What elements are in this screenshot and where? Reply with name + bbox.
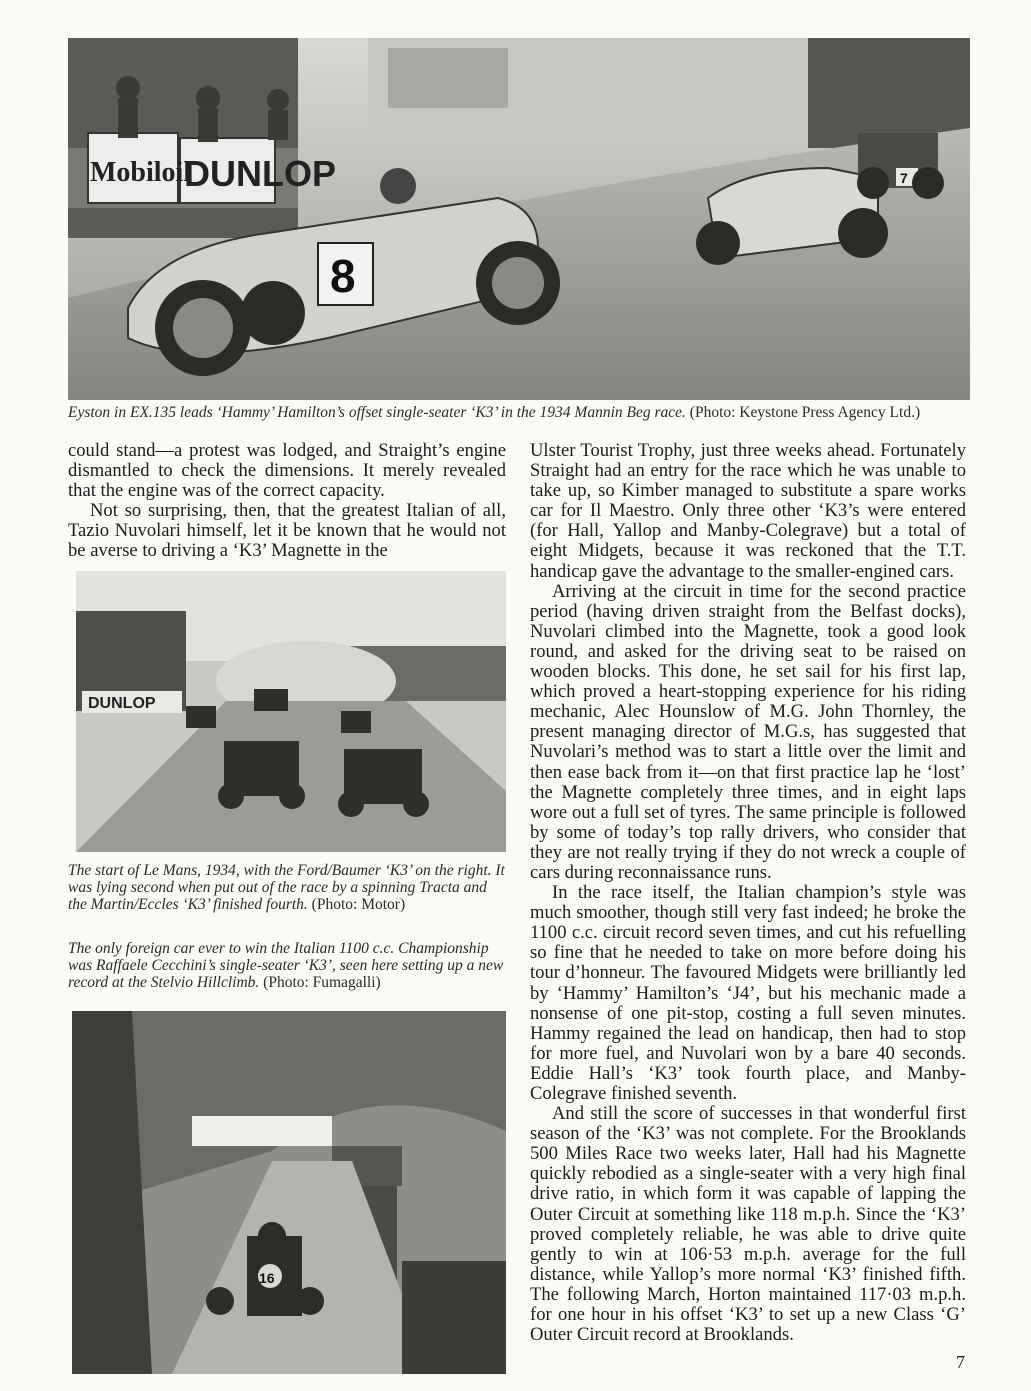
le-mans-photo bbox=[76, 571, 506, 852]
le-mans-caption: The start of Le Mans, 1934, with the Ford/Baumer ‘K3’ on the right. It was lying second when put out of the race by a spinning Tracta and the Martin/Eccles ‘K3’ finished fourth. (Photo: Motor) bbox=[68, 862, 505, 913]
right-paragraph-2: Arriving at the circuit in time for the second practice period (having driven straight from the Belfast docks), Nuvolari climbed into the Magnette, took a good look round, and asked for the driving seat to be raised on wooden blocks. This done, he set sail for his first lap, which proved a heart-stopping experience for his riding mechanic, Alec Hounslow of M.G. John Thornley, the present managing director of M.G.s, has suggested that Nuvolari’s method was to start a little over the limit and then ease back from it—on that first practice lap he ‘lost’ the Magnette completely three times, and in eight laps wore out a full set of tyres. The same principle is followed by some of today’s top rally drivers, who consider that they are not really trying if they do not wreck a couple of cars during reconnaissance runs. bbox=[530, 580, 966, 883]
right-paragraph-3: In the race itself, the Italian champion’s style was much smoother, though still very fast indeed; he broke the 1100 c.c. circuit record seven times, and cut his refuelling so fine that he needed to take on more before doing his tour d’honneur. The favoured Midgets were brilliantly led by ‘Hammy’ Hamilton’s ‘J4’, but his mechanic made a nonsense of one pit-stop, costing a full seven minutes. Hammy regained the lead on handicap, then had to stop for more fuel, and Nuvolari won by a bare 40 seconds. Eddie Hall’s ‘K3’ took fourth place, and Manby-Colegrave finished seventh. bbox=[530, 882, 966, 1104]
right-paragraph-1: Ulster Tourist Trophy, just three weeks ahead. Fortunately Straight had an entry for the race which he was unable to take up, so Kimber managed to substitute a spare works car for Il Maestro. Only three other ‘K3’s were entered (for Hall, Yallop and Manby-Colegrave) but a total of eight Midgets, because it was reckoned that the T.T. handicap gave the advantage to the smaller-engined cars. bbox=[530, 440, 966, 582]
left-paragraph-2: Not so surprising, then, that the greatest Italian of all, Tazio Nuvolari himself, let it be known that he would not be averse to driving a ‘K3’ Magnette in the bbox=[68, 500, 506, 562]
top-photo-caption: Eyston in EX.135 leads ‘Hammy’ Hamilton’s offset single-seater ‘K3’ in the 1934 Mannin Beg race. (Photo: Keystone Press Agency Ltd.) bbox=[68, 404, 921, 421]
top-photo-mannin-beg bbox=[68, 38, 970, 400]
stelvio-caption: The only foreign car ever to win the Italian 1100 c.c. Championship was Raffaele Cecchini’s single-seater ‘K3’, seen here setting up a new record at the Stelvio Hillclimb. (Photo: Fumagalli) bbox=[68, 940, 504, 991]
car-number-8: 8 bbox=[330, 250, 356, 302]
stelvio-photo bbox=[72, 1011, 506, 1374]
right-column bbox=[530, 441, 966, 1345]
right-paragraph-4: And still the score of successes in that wonderful first season of the ‘K3’ was not complete. For the Brooklands 500 Miles Race two weeks later, Hall had his Magnette quickly rebodied as a single-seater with a very high final drive ratio, in which form it was capable of lapping the Outer Circuit at something like 118 m.p.h. Since the ‘K3’ proved completely reliable, he was able to drive quite gently to win at 106·53 m.p.h. average for the full distance, while Yallop’s more normal ‘K3’ finished fifth. The following March, Horton maintained 117·03 m.p.h. for one hour in his offset ‘K3’ to set up a new Class ‘G’ Outer Circuit record at Brooklands. bbox=[530, 1103, 966, 1346]
car-number-16: 16 bbox=[259, 1270, 275, 1286]
page-number: 7 bbox=[956, 1352, 965, 1372]
le-mans-start-illustration bbox=[76, 571, 506, 852]
dunlop-sign: DUNLOP bbox=[184, 153, 336, 194]
race-scene-illustration bbox=[68, 38, 970, 400]
mobiloil-sign: Mobiloil bbox=[90, 157, 192, 188]
left-paragraph-1: could stand—a protest was lodged, and Straight’s engine dismantled to check the dimensions. It merely revealed that the engine was of the correct capacity. bbox=[68, 440, 506, 502]
stelvio-hillclimb-illustration bbox=[72, 1011, 506, 1374]
svg-text:7: 7 bbox=[900, 170, 908, 186]
left-column bbox=[68, 441, 506, 562]
dunlop-banner: DUNLOP bbox=[88, 695, 156, 712]
